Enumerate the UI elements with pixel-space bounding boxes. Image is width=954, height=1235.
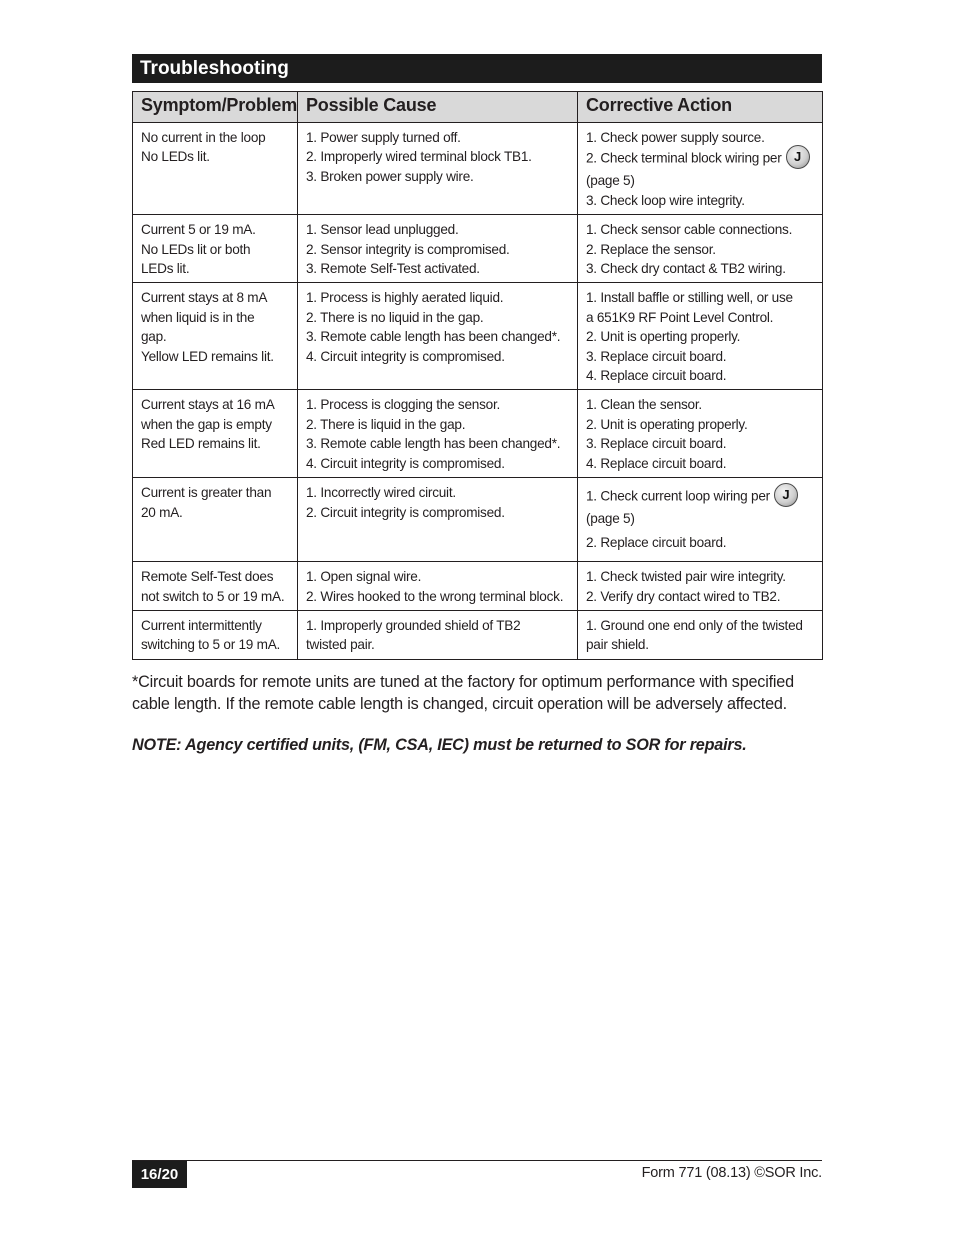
action-line: 1. Clean the sensor.: [586, 397, 702, 413]
cause-line: 3. Broken power supply wire.: [306, 168, 474, 184]
action-line: 1. Install baffle or stilling well, or use: [586, 290, 793, 306]
cause-line: 4. Circuit integrity is compromised.: [306, 455, 505, 471]
symptom-line: No LEDs lit or both: [141, 241, 251, 257]
action-line: 3. Replace circuit board.: [586, 436, 727, 452]
header-symptom: Symptom/Problem: [133, 92, 298, 123]
action-line: 2. Unit is operating properly.: [586, 416, 748, 432]
symptom-line: switching to 5 or 19 mA.: [141, 637, 281, 653]
cause-line: 1. Power supply turned off.: [306, 130, 461, 145]
cause-line: 3. Remote Self-Test activated.: [306, 261, 480, 277]
symptom-line: 20 mA.: [141, 504, 183, 520]
cause-line: 2. Wires hooked to the wrong terminal block.: [306, 588, 564, 604]
cause-line: 1. Improperly grounded shield of TB2: [306, 617, 521, 633]
action-cell: [578, 215, 823, 283]
action-line: 2. Verify dry contact wired to TB2.: [586, 588, 781, 604]
cause-line: 1. Process is highly aerated liquid.: [306, 290, 504, 306]
table-row: [133, 562, 823, 611]
cause-cell: [298, 123, 578, 215]
cause-line: 1. Incorrectly wired circuit.: [306, 485, 456, 501]
action-line: 1. Check twisted pair wire integrity.: [586, 569, 786, 585]
action-line: 4. Replace circuit board.: [586, 368, 727, 384]
footer-divider: [132, 1160, 822, 1161]
cause-cell: [298, 283, 578, 390]
symptom-line: Current stays at 16 mA: [141, 397, 275, 413]
cause-cell: [298, 215, 578, 283]
symptom-cell: [133, 478, 298, 562]
header-cause: Possible Cause: [298, 92, 578, 123]
action-text: 2. Check terminal block wiring per: [586, 151, 782, 166]
action-text: 1. Check current loop wiring per: [586, 488, 770, 504]
cause-cell: [298, 390, 578, 478]
symptom-line: gap.: [141, 329, 167, 345]
table-row: [133, 215, 823, 283]
action-cell: [578, 283, 823, 390]
cause-line: 3. Remote cable length has been changed*.: [306, 329, 561, 345]
symptom-line: Yellow LED remains lit.: [141, 348, 274, 364]
cause-line: 1. Sensor lead unplugged.: [306, 222, 459, 238]
table-row: [133, 390, 823, 478]
symptom-line: when the gap is empty: [141, 416, 272, 432]
symptom-line: Current 5 or 19 mA.: [141, 222, 256, 238]
header-action: Corrective Action: [578, 92, 823, 123]
symptom-cell: [133, 562, 298, 611]
action-cell: [578, 610, 823, 659]
action-cell: [578, 562, 823, 611]
action-line: 3. Replace circuit board.: [586, 348, 727, 364]
reference-j-icon: J: [786, 145, 810, 169]
action-line: 1. Check sensor cable connections.: [586, 222, 793, 238]
action-line: [586, 147, 816, 171]
cause-line: 4. Circuit integrity is compromised.: [306, 348, 505, 364]
cause-cell: [298, 562, 578, 611]
action-cell: [578, 478, 823, 562]
table-header-row: [133, 92, 823, 123]
action-line: 3. Check dry contact & TB2 wiring.: [586, 261, 786, 277]
cause-cell: [298, 478, 578, 562]
cause-line: 3. Remote cable length has been changed*.: [306, 436, 561, 452]
symptom-line: Remote Self-Test does: [141, 569, 274, 585]
table-row: [133, 610, 823, 659]
agency-note: NOTE: Agency certified units, (FM, CSA, IEC) must be returned to SOR for repairs.: [132, 736, 747, 754]
symptom-line: Current stays at 8 mA: [141, 290, 268, 306]
symptom-cell: [133, 610, 298, 659]
action-cell: [578, 390, 823, 478]
symptom-line: Current intermittently: [141, 617, 262, 633]
action-line: (page 5): [586, 511, 635, 527]
symptom-line: not switch to 5 or 19 mA.: [141, 588, 285, 604]
action-line: 3. Check loop wire integrity.: [586, 192, 745, 208]
action-line: 1. Check power supply source.: [586, 130, 765, 145]
action-line: 2. Replace the sensor.: [586, 241, 716, 257]
cause-line: 2. Circuit integrity is compromised.: [306, 504, 505, 520]
action-line: pair shield.: [586, 637, 649, 653]
reference-j-icon: J: [774, 483, 798, 507]
action-line: 4. Replace circuit board.: [586, 455, 727, 471]
cause-line: 1. Process is clogging the sensor.: [306, 397, 501, 413]
cause-line: twisted pair.: [306, 637, 375, 653]
cause-line: 2. There is no liquid in the gap.: [306, 309, 484, 325]
action-line: 1. Ground one end only of the twisted: [586, 617, 803, 633]
form-identifier: Form 771 (08.13) ©SOR Inc.: [641, 1165, 822, 1181]
symptom-line: when liquid is in the: [141, 309, 255, 325]
symptom-cell: [133, 390, 298, 478]
footnote: *Circuit boards for remote units are tuned at the factory for optimum performance with specified cable length. If the remote cable length is changed, circuit operation will be adversely affected.: [132, 673, 794, 713]
cause-line: 2. Improperly wired terminal block TB1.: [306, 149, 532, 165]
page-number: 16/20: [132, 1161, 187, 1188]
table-row: [133, 283, 823, 390]
action-line: 2. Replace circuit board.: [586, 534, 727, 550]
section-title: Troubleshooting: [132, 54, 822, 83]
symptom-line: LEDs lit.: [141, 261, 190, 277]
symptom-cell: [133, 215, 298, 283]
action-line: (page 5): [586, 173, 635, 189]
action-cell: [578, 123, 823, 215]
symptom-line: No current in the loop: [141, 130, 266, 145]
table-row: [133, 123, 823, 215]
symptom-cell: [133, 123, 298, 215]
action-line: a 651K9 RF Point Level Control.: [586, 309, 774, 325]
symptom-cell: [133, 283, 298, 390]
symptom-line: Red LED remains lit.: [141, 436, 261, 452]
cause-line: 2. Sensor integrity is compromised.: [306, 241, 510, 257]
symptom-line: No LEDs lit.: [141, 149, 210, 165]
cause-cell: [298, 610, 578, 659]
cause-line: 2. There is liquid in the gap.: [306, 416, 466, 432]
cause-line: 1. Open signal wire.: [306, 569, 422, 585]
action-line: 2. Unit is operting properly.: [586, 329, 741, 345]
troubleshooting-table: [132, 91, 823, 660]
action-line: [586, 485, 816, 509]
symptom-line: Current is greater than: [141, 485, 272, 501]
table-row: [133, 478, 823, 562]
